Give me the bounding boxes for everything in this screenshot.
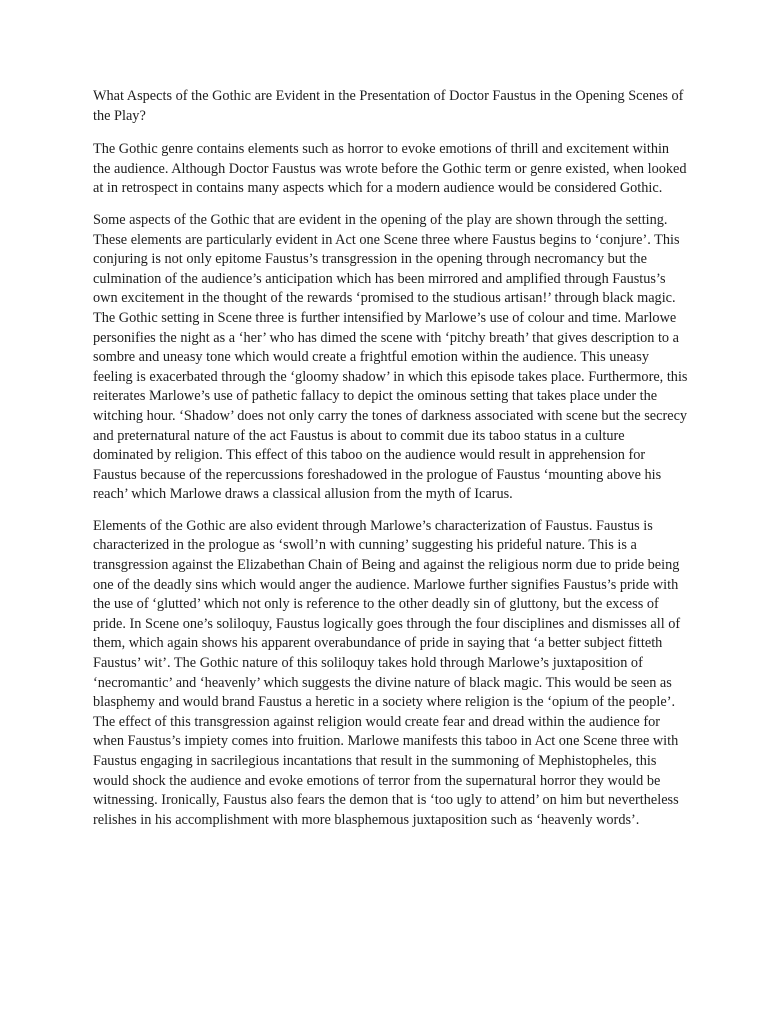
essay-title: What Aspects of the Gothic are Evident in the Presentation of Doctor Faustus in the Opening Scenes of the Play? [93, 88, 684, 124]
paragraph-characterization: Elements of the Gothic are also evident through Marlowe’s characterization of Faustus. Faustus is characterized in the prologue as ‘swoll’n with cunning’ suggesting his prideful nature. This is a transgression against the Elizabethan Chain of Being and against the religious norm due to pride being one of the deadly sins which would anger the audience. Marlowe further signifies Faustus’s pride with the use of ‘glutted’ which not only is reference to the other deadly sin of gluttony, but the excess of pride. In Scene one’s soliloquy, Faustus logically goes through the four disciplines and dismisses all of them, which again shows his apparent overabundance of pride in saying that ‘a better subject fitteth Faustus’ wit’. The Gothic nature of this soliloquy takes hold through Marlowe’s juxtaposition of ‘necromantic’ and ‘heavenly’ which suggests the divine nature of black magic. This would be seen as blasphemy and would brand Faustus a heretic in a society where religion is the ‘opium of the people’. The effect of this transgression against religion would create fear and dread within the audience for when Faustus’s impiety comes into fruition. Marlowe manifests this taboo in Act one Scene three with Faustus engaging in sacrilegious incantations that result in the summoning of Mephistopheles, this would shock the audience and evoke emotions of terror from the supernatural horror they would be witnessing. Ironically, Faustus also fears the demon that is ‘too ugly to attend’ on him but nevertheless relishes in his accomplishment with more blasphemous juxtaposition such as ‘heavenly words’. [93, 517, 681, 828]
paragraph-setting: Some aspects of the Gothic that are evident in the opening of the play are shown through the setting. These elements are particularly evident in Act one Scene three where Faustus begins to ‘conjure’. This conjuring is not only epitome Faustus’s transgression in the opening through necromancy but the culmination of the audience’s anticipation which has been mirrored and amplified through Faustus’s own excitement in the thought of the rewards ‘promised to the studious artisan!’ through black magic. The Gothic setting in Scene three is further intensified by Marlowe’s use of colour and time. Marlowe personifies the night as a ‘her’ who has dimed the scene with ‘pitchy breath’ that gives description to a sombre and uneasy tone which would create a frightful emotion within the audience. This uneasy feeling is exacerbated through the ‘gloomy shadow’ in which this episode takes place. Furthermore, this reiterates Marlowe’s use of pathetic fallacy to depict the ominous setting that takes place under the witching hour. ‘Shadow’ does not only carry the tones of darkness associated with scene but the secrecy and preternatural nature of the act Faustus is about to commit due its taboo status in a culture dominated by religion. This effect of this taboo on the audience would result in apprehension for Faustus because of the repercussions foreshadowed in the prologue of Faustus ‘mounting above his reach’ which Marlowe draws a classical allusion from the myth of Icarus. [93, 211, 688, 503]
paragraph-introduction: The Gothic genre contains elements such as horror to evoke emotions of thrill and excitement within the audience. Although Doctor Faustus was wrote before the Gothic term or genre existed, when looked at in retrospect in contains many aspects which for a modern audience would be considered Gothic. [93, 141, 687, 197]
